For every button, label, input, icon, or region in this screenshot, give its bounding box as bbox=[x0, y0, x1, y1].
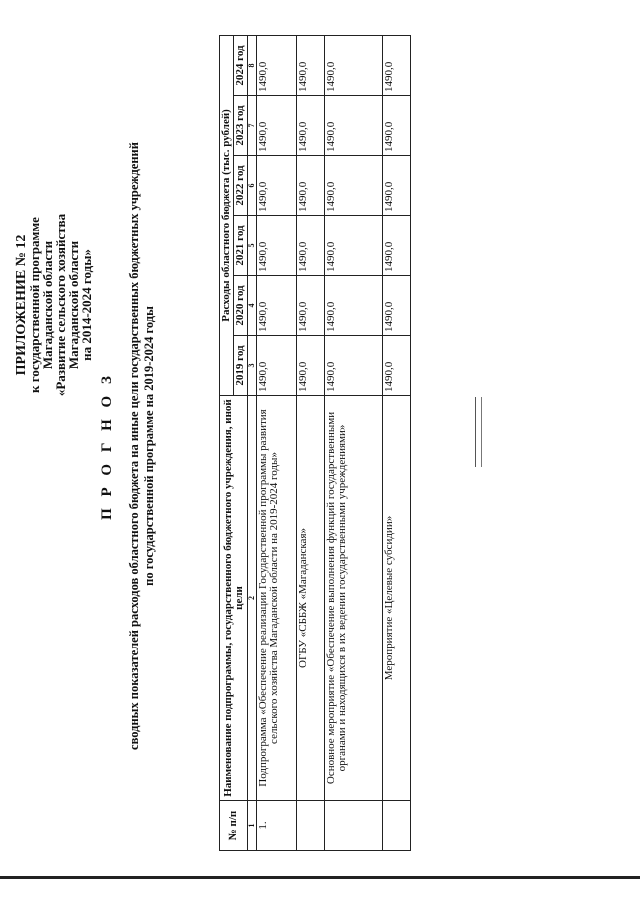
row-value-2022: 1490,0 bbox=[297, 156, 325, 216]
row-value-2021: 1490,0 bbox=[325, 216, 383, 276]
row-value-2020: 1490,0 bbox=[297, 276, 325, 336]
table-row bbox=[257, 35, 297, 850]
budget-table-container bbox=[219, 36, 411, 851]
row-value-2021: 1490,0 bbox=[297, 216, 325, 276]
row-value-2022: 1490,0 bbox=[257, 156, 297, 216]
appendix-header bbox=[15, 155, 93, 455]
rotated-document-page bbox=[5, 27, 605, 865]
document-heading: П Р О Г Н О З bbox=[99, 372, 115, 520]
appendix-line: на 2014-2024 годы» bbox=[79, 249, 94, 361]
column-header-name: Наименование подпрограммы, государственного бюджетного учреждения, иной цели bbox=[220, 396, 248, 801]
row-value-2023: 1490,0 bbox=[383, 96, 411, 156]
column-header-budget: Расходы областного бюджета (тыс. рублей) bbox=[220, 35, 234, 395]
column-index-row bbox=[248, 35, 257, 850]
appendix-line: Магаданской области bbox=[40, 240, 55, 370]
column-index: 8 bbox=[248, 35, 257, 95]
row-value-2019: 1490,0 bbox=[257, 336, 297, 396]
row-number bbox=[325, 801, 383, 851]
column-header-number: № п/п bbox=[220, 801, 248, 851]
appendix-line: к государственной программе bbox=[27, 217, 42, 393]
appendix-line: Магаданской области bbox=[66, 240, 81, 370]
row-value-2021: 1490,0 bbox=[257, 216, 297, 276]
row-value-2022: 1490,0 bbox=[325, 156, 383, 216]
budget-table bbox=[219, 35, 411, 851]
row-value-2023: 1490,0 bbox=[297, 96, 325, 156]
row-name: Основное мероприятие «Обеспечение выполнения функций государственными органами и находящихся в их ведении государственными учреждениями» bbox=[325, 396, 383, 801]
row-value-2023: 1490,0 bbox=[257, 96, 297, 156]
row-value-2024: 1490,0 bbox=[257, 35, 297, 95]
row-value-2024: 1490,0 bbox=[297, 35, 325, 95]
document-title-line2: по государственной программе на 2019-2024 годы bbox=[142, 306, 156, 586]
row-value-2020: 1490,0 bbox=[383, 276, 411, 336]
table-row bbox=[383, 35, 411, 850]
column-index: 4 bbox=[248, 276, 257, 336]
column-index: 2 bbox=[248, 396, 257, 801]
column-index: 1 bbox=[248, 801, 257, 851]
row-value-2020: 1490,0 bbox=[257, 276, 297, 336]
year-header: 2019 год bbox=[234, 336, 248, 396]
row-value-2024: 1490,0 bbox=[383, 35, 411, 95]
year-header: 2023 год bbox=[234, 96, 248, 156]
year-header: 2024 год bbox=[234, 35, 248, 95]
table-row bbox=[325, 35, 383, 850]
row-number: 1. bbox=[257, 801, 297, 851]
row-number bbox=[297, 801, 325, 851]
document-title-line1: сводных показателей расходов областного бюджета на иные цели государственных бюджетных учреждений bbox=[127, 142, 141, 750]
row-value-2019: 1490,0 bbox=[383, 336, 411, 396]
row-value-2020: 1490,0 bbox=[325, 276, 383, 336]
column-index: 5 bbox=[248, 216, 257, 276]
row-value-2019: 1490,0 bbox=[297, 336, 325, 396]
separator-line bbox=[481, 397, 482, 467]
appendix-line: «Развитие сельского хозяйства bbox=[53, 213, 68, 397]
row-value-2023: 1490,0 bbox=[325, 96, 383, 156]
appendix-number: ПРИЛОЖЕНИЕ № 12 bbox=[14, 234, 29, 376]
column-index: 6 bbox=[248, 156, 257, 216]
row-name: ОГБУ «СББЖ «Магаданская» bbox=[297, 396, 325, 801]
row-number bbox=[383, 801, 411, 851]
row-value-2021: 1490,0 bbox=[383, 216, 411, 276]
row-value-2024: 1490,0 bbox=[325, 35, 383, 95]
row-value-2022: 1490,0 bbox=[383, 156, 411, 216]
separator-line bbox=[475, 397, 476, 467]
year-header: 2021 год bbox=[234, 216, 248, 276]
column-index: 7 bbox=[248, 96, 257, 156]
table-header-row bbox=[220, 35, 234, 850]
year-header: 2022 год bbox=[234, 156, 248, 216]
row-value-2019: 1490,0 bbox=[325, 336, 383, 396]
table-row bbox=[297, 35, 325, 850]
row-name: Мероприятие «Целевые субсидии» bbox=[383, 396, 411, 801]
row-name: Подпрограмма «Обеспечение реализации Государственной программы развития сельского хозяйства Магаданской области на 2019-2024 годы» bbox=[257, 396, 297, 801]
column-index: 3 bbox=[248, 336, 257, 396]
page-bottom-border bbox=[0, 876, 640, 879]
year-header: 2020 год bbox=[234, 276, 248, 336]
